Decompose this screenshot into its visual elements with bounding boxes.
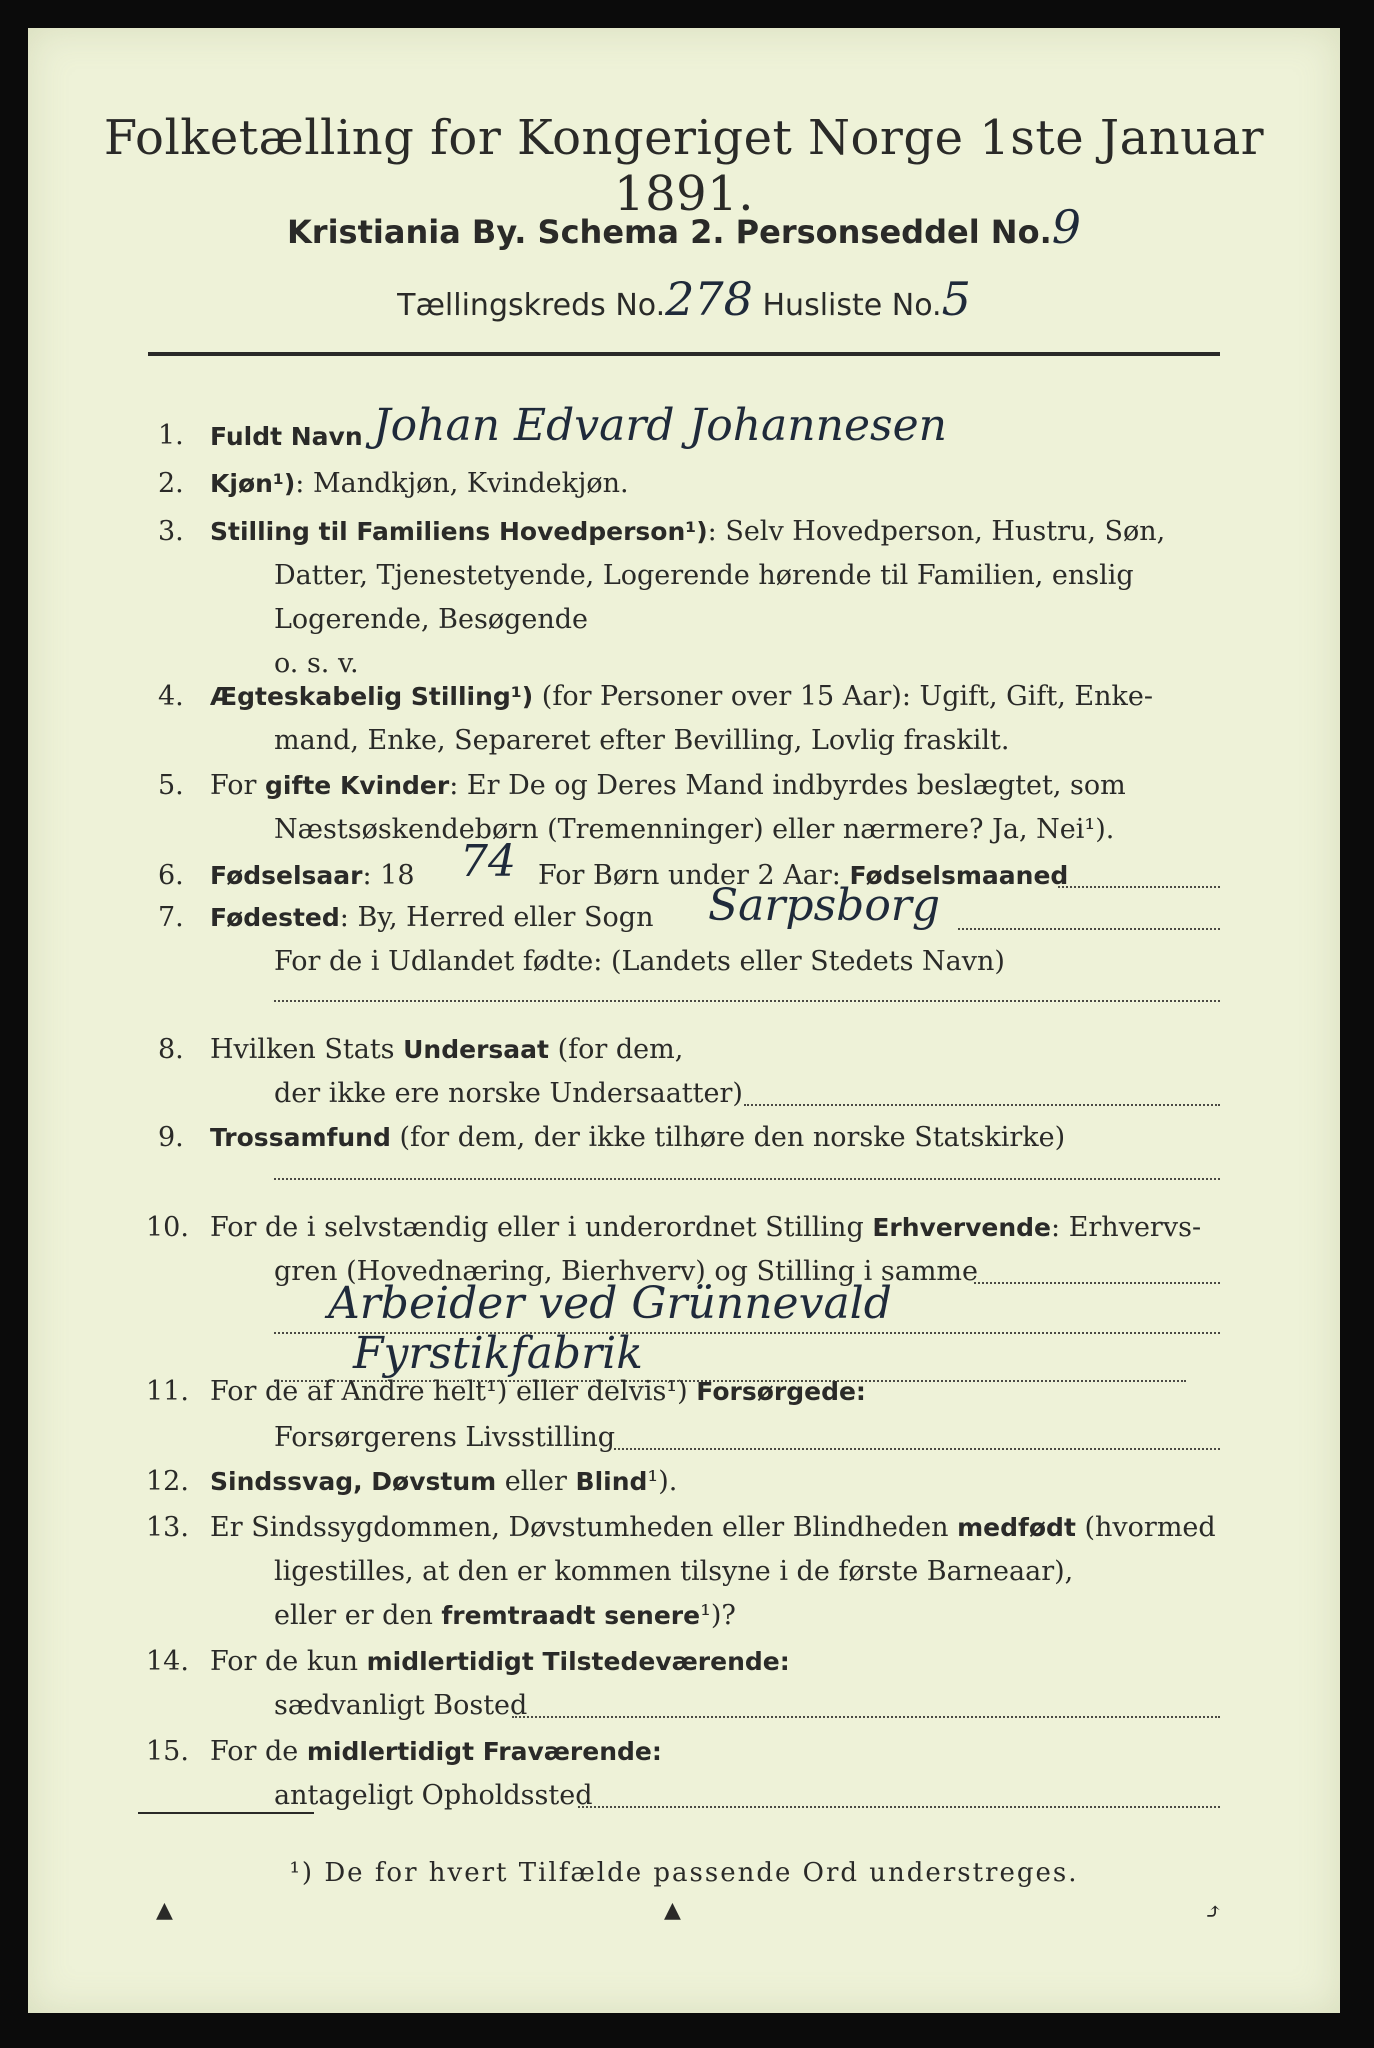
personseddel-number: 9 [1051, 200, 1081, 254]
form-district-line [28, 272, 1340, 326]
q8-number: 8. [158, 1034, 184, 1065]
q5-line1: For gifte Kvinder: Er De og Deres Mand indbyrdes beslægtet, som [210, 770, 1126, 801]
q7-label: Fødested: By, Herred eller Sogn [210, 902, 654, 933]
city-schema: Kristiania By. Schema 2. [286, 213, 725, 251]
q8-line1: Hvilken Stats Undersaat (for dem, [210, 1034, 684, 1065]
registration-mark-right: ⤴ [1204, 1900, 1223, 1925]
q14-number: 14. [146, 1646, 189, 1677]
q6-extra: For Børn under 2 Aar: Fødselsmaaned [538, 860, 1069, 891]
q3-line3: Logerende, Besøgende [274, 604, 588, 635]
q10-number: 10. [146, 1212, 189, 1243]
q6-dotted-line [1058, 886, 1220, 888]
q10-dotted-line [974, 1282, 1220, 1284]
q13-line1: Er Sindssygdommen, Døvstumheden eller Blindheden medfødt (hvormed [210, 1512, 1216, 1543]
census-form [28, 28, 1340, 2013]
q1-label: Fuldt Navn [210, 422, 363, 451]
q11-line2: Forsørgerens Livsstilling [274, 1422, 616, 1453]
q5-number: 5. [158, 770, 184, 801]
q11-dotted-line [614, 1448, 1220, 1450]
q7-number: 7. [158, 902, 184, 933]
q11-line1: For de af Andre helt¹) eller delvis¹) Forsørgede: [210, 1376, 866, 1407]
q3-number: 3. [158, 516, 184, 547]
q2-number: 2. [158, 468, 184, 499]
q9-line1: Trossamfund (for dem, der ikke tilhøre den norske Statskirke) [210, 1122, 1066, 1153]
q8-line2: der ikke ere norske Undersaatter) [274, 1078, 743, 1109]
husliste-number: 5 [941, 272, 971, 326]
q15-line2: antageligt Opholdssted [274, 1780, 593, 1811]
q7-dotted-line [958, 928, 1220, 930]
q7-line2: For de i Udlandet fødte: (Landets eller Stedets Navn) [274, 946, 1005, 977]
q7-dotted-line-2 [274, 1000, 1220, 1002]
q6-answer: 74 [460, 836, 516, 887]
q12-number: 12. [146, 1466, 189, 1497]
husliste-label: Husliste No. [762, 288, 942, 323]
footnote: ¹) De for hvert Tilfælde passende Ord understreges. [289, 1858, 1079, 1888]
registration-mark-left: ▲ [156, 1898, 173, 1923]
q6-number: 6. [158, 860, 184, 891]
personseddel-label: Personseddel No. [735, 213, 1052, 251]
q14-dotted-line [512, 1716, 1220, 1718]
q6-label: Fødselsaar: 18 [210, 860, 415, 891]
kreds-label: Tællingskreds No. [397, 288, 666, 323]
q9-number: 9. [158, 1122, 184, 1153]
q7-answer: Sarpsborg [708, 880, 941, 931]
q10-answer-1: Arbeider ved Grünnevald [328, 1278, 892, 1329]
header-rule [148, 352, 1220, 356]
q2-text: Kjøn¹): Mandkjøn, Kvindekjøn. [210, 468, 629, 499]
q12-line1: Sindssvag, Døvstum eller Blind¹). [210, 1466, 678, 1497]
q4-number: 4. [158, 681, 184, 712]
q9-dotted-line [274, 1178, 1220, 1180]
q13-line2: ligestilles, at den er kommen tilsyne i de første Barneaar), [274, 1556, 1074, 1587]
q3-line4: o. s. v. [274, 648, 359, 679]
q3-line2: Datter, Tjenestetyende, Logerende hørende til Familien, enslig [274, 560, 1134, 591]
q10-line2: gren (Hovednæring, Bierhverv) og Stilling i samme [274, 1256, 979, 1287]
q10-answer-2: Fyrstikfabrik [353, 1328, 643, 1379]
q3-line1: Stilling til Familiens Hovedperson¹): Selv Hovedperson, Hustru, Søn, [210, 516, 1166, 547]
q8-dotted-line [744, 1104, 1220, 1106]
q5-line2: Næstsøskendebørn (Tremenninger) eller nærmere? Ja, Nei¹). [274, 814, 1115, 845]
q15-dotted-line [578, 1806, 1220, 1808]
q15-number: 15. [146, 1736, 189, 1767]
q13-line3: eller er den fremtraadt senere¹)? [274, 1600, 736, 1631]
form-title: Folketælling for Kongeriget Norge 1ste Januar 1891. [103, 110, 1265, 222]
q10-line1: For de i selvstændig eller i underordnet Stilling Erhvervende: Erhvervs- [210, 1212, 1202, 1243]
registration-mark-center: ▲ [664, 1898, 681, 1923]
form-subtitle [28, 200, 1340, 254]
q13-number: 13. [146, 1512, 189, 1543]
q1-answer: Johan Edvard Johannesen [373, 400, 947, 451]
q14-line1: For de kun midlertidigt Tilstedeværende: [210, 1646, 790, 1677]
footnote-rule [138, 1812, 314, 1814]
q11-number: 11. [146, 1376, 189, 1407]
q4-line1: Ægteskabelig Stilling¹) (for Personer over 15 Aar): Ugift, Gift, Enke- [210, 681, 1153, 712]
q14-line2: sædvanligt Bosted [274, 1690, 528, 1721]
q1-number: 1. [158, 420, 184, 451]
q15-line1: For de midlertidigt Fraværende: [210, 1736, 662, 1767]
kreds-number: 278 [665, 272, 753, 326]
q4-line2: mand, Enke, Separeret efter Bevilling, Lovlig fraskilt. [274, 725, 1010, 756]
